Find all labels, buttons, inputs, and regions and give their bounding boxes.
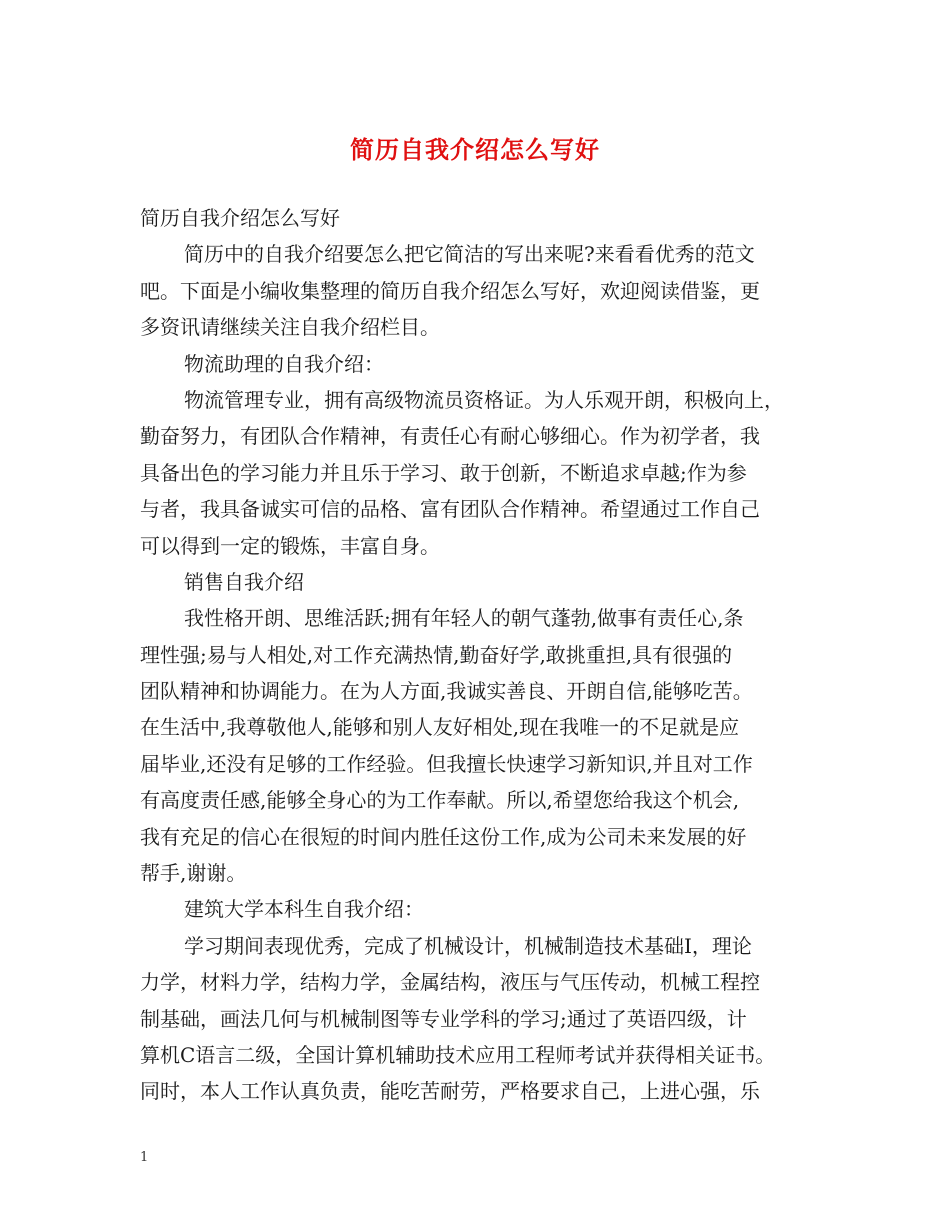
text-line: 算机C语言二级，全国计算机辅助技术应用工程师考试并获得相关证书。	[140, 1042, 776, 1067]
text-line: 勤奋努力，有团队合作精神，有责任心有耐心够细心。作为初学者，我	[140, 424, 760, 449]
text-line: 学习期间表现优秀，完成了机械设计，机械制造技术基础Ⅰ，理论	[184, 933, 752, 958]
text-line: 力学，材料力学，结构力学，金属结构，液压与气压传动，机械工程控	[140, 970, 760, 995]
text-line: 物流助理的自我介绍：	[184, 351, 384, 376]
text-line: 帮手,谢谢。	[140, 861, 247, 886]
text-line: 简历中的自我介绍要怎么把它简洁的写出来呢?来看看优秀的范文	[184, 242, 755, 267]
text-line: 销售自我介绍	[184, 569, 304, 594]
text-line: 我有充足的信心在很短的时间内胜任这份工作,成为公司未来发展的好	[140, 824, 747, 849]
page-number: 1	[140, 1150, 149, 1165]
text-line: 同时，本人工作认真负责，能吃苦耐劳，严格要求自己，上进心强，乐	[140, 1079, 760, 1104]
text-line: 团队精神和协调能力。在为人方面,我诚实善良、开朗自信,能够吃苦。	[140, 679, 753, 704]
document-body	[140, 200, 840, 1110]
text-line: 理性强;易与人相处,对工作充满热情,勤奋好学,敢挑重担,具有很强的	[140, 642, 733, 667]
text-line: 简历自我介绍怎么写好	[140, 206, 340, 230]
text-line: 吧。下面是小编收集整理的简历自我介绍怎么写好，欢迎阅读借鉴，更	[140, 278, 760, 303]
text-line: 我性格开朗、思维活跃;拥有年轻人的朝气蓬勃,做事有责任心,条	[184, 606, 744, 631]
text-line: 具备出色的学习能力并且乐于学习、敢于创新，不断追求卓越;作为参	[140, 460, 747, 485]
document-title: 简历自我介绍怎么写好	[350, 135, 600, 164]
text-line: 在生活中,我尊敬他人,能够和别人友好相处,现在我唯一的不足就是应	[140, 715, 740, 740]
text-line: 建筑大学本科生自我介绍：	[184, 897, 424, 922]
text-line: 届毕业,还没有足够的工作经验。但我擅长快速学习新知识,并且对工作	[140, 751, 753, 776]
text-line: 制基础，画法几何与机械制图等专业学科的学习;通过了英语四级，计	[140, 1006, 747, 1031]
text-line: 物流管理专业，拥有高级物流员资格证。为人乐观开朗，积极向上，	[184, 387, 784, 412]
text-line: 可以得到一定的锻炼，丰富自身。	[140, 533, 440, 558]
text-line: 有高度责任感,能够全身心的为工作奉献。所以,希望您给我这个机会,	[140, 788, 740, 813]
text-line: 多资讯请继续关注自我介绍栏目。	[140, 315, 440, 340]
text-line: 与者，我具备诚实可信的品格、富有团队合作精神。希望通过工作自己	[140, 497, 760, 522]
